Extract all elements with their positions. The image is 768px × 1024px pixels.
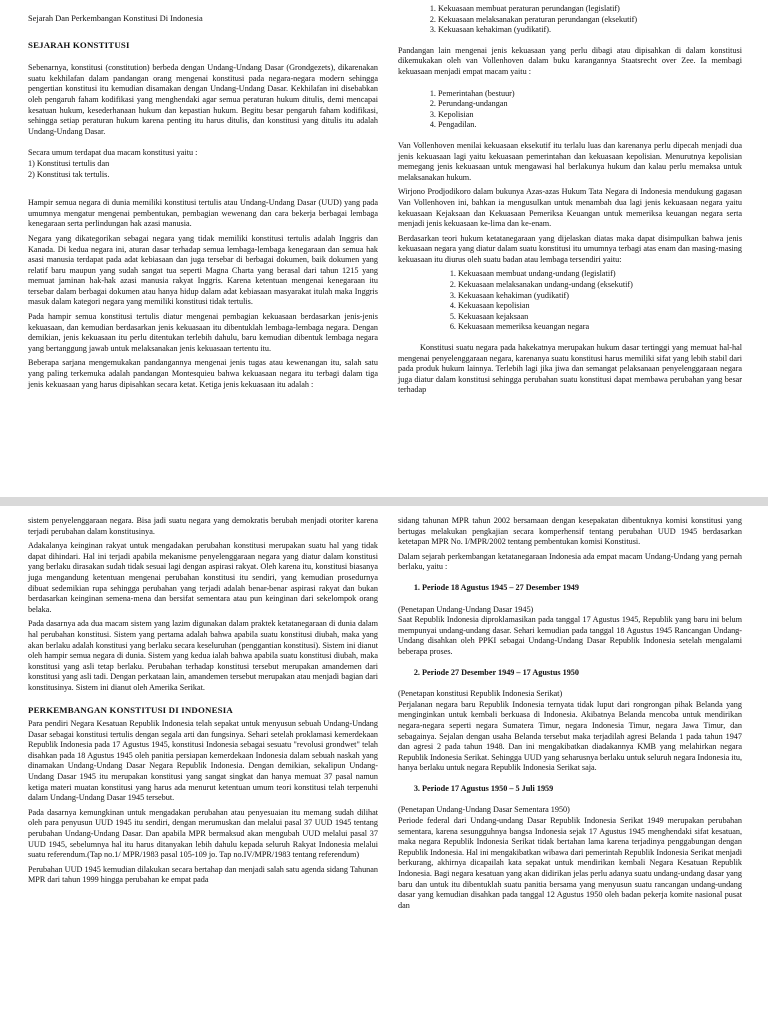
paragraph: Saat Republik Indonesia diproklamasikan pada tanggal 17 Agustus 1945, Republik yang baru ini belum mempunyai undang-undang dasar. Sehari kemudian pada tanggal 18 Agustus 1945 Rancangan Undang-Undang disahkan oleh PPKI sebagai Undang-Undang Dasar Republik Indonesia setelah mengalami beberapa proses. (398, 615, 742, 656)
list-item: 2) Konstitusi tak tertulis. (28, 169, 110, 179)
list-item: 3. Kepolisian (438, 110, 742, 121)
document-page-1 (0, 0, 768, 497)
period-list (398, 583, 742, 594)
list-six-powers (398, 269, 742, 333)
period-subtitle: (Penetapan Undang-Undang Dasar Sementara 1950) (398, 805, 570, 815)
paragraph: Beberapa sarjana mengemukakan pandangannya mengenai jenis tugas atau kewenangan itu, salah satu yang paling terkemuka adalah pandangan Montesquieu bahwa kekuasaan negara itu terbagi dalam tiga jenis kekuasaan yang harus dipisahkan secara ketat. Ketiga jenis kekuasaan itu adalah : (28, 358, 378, 389)
list-item: 5. Kekuasaan kejaksaan (458, 312, 742, 323)
paragraph: Adakalanya keinginan rakyat untuk mengadakan perubahan konstitusi merupakan suatu hal yang tidak dapat dihindari. Hal ini terjadi apabila mekanisme penyelenggaraan negara yang diatur dalam konstitusi yang berlaku dirasakan sudah tidak sesuai lagi dengan aspirasi rakyat. Oleh karena itu, konstitusi biasanya juga mengandung ketentuan mengenai perubahan konstitusi itu sendiri, yang kemudian prosedurnya dibuat sedemikian rupa sehingga perubahan yang terjadi adalah benar-benar aspirasi rakyat dan bukan berdasarkan keinginan semena-mena dan bersifat sementara atau pun keinginan dari sekelompok orang belaka. (28, 541, 378, 614)
period-heading: 2. Periode 27 Desember 1949 – 17 Agustus 1950 (422, 667, 579, 677)
paragraph: Pada hampir semua konstitusi tertulis diatur mengenai pembagian kekuasaan berdasarkan jenis-jenis kekuasaan, dan kemudian berdasarkan jenis kekuasaan itu dibentuklah lembaga-lembaga negara. Dengan demikian, jenis kekuasaan itu perlu ditentukan terlebih dahulu, baru kemudian dibentuk lembaga negara yang bertanggung jawab untuk melaksanakan jenis kekuasaan tertentu itu. (28, 312, 378, 353)
page2-left-column (28, 516, 378, 1022)
list-item: 1. Pemerintahan (bestuur) (438, 89, 742, 100)
paragraph: Secara umum terdapat dua macam konstitusi yaitu : (28, 148, 198, 158)
paragraph: Negara yang dikategorikan sebagai negara yang tidak memiliki konstitusi tertulis adalah Inggris dan Kanada. Di kedua negara ini, aturan dasar terhadap semua lembaga-lembaga kenegaraan dan semua hak asasi manusia terdapat pada adat kebiasaan dan juga tersebar di berbagai dokumen, baik dokumen yang relatif baru maupun yang sudah sangat tua seperti Magna Charta yang berasal dari tahun 1215 yang memuat jaminan hak-hak azasi manusia rakyat Inggris. Karena ketentuan mengenai kenegaraan itu tersebar dalam berbagai dokumen atau hanya hidup dalam adat kebiasaan masyarakat itulah maka Inggris masuk dalam kategori negara yang memiliki konstitusi tidak tertulis. (28, 233, 378, 307)
paragraph: Van Vollenhoven menilai kekuasaan eksekutif itu terlalu luas dan karenanya perlu dipecah menjadi dua jenis kekuasaan lagi yaitu kekuasaan pemerintahan dan kekuasaan kepolisian. Menurutnya kepolisian memegang jenis kekuasaan untuk mengawasi hal berlakunya hukum dan kalau perlu memaksa untuk melaksanakan hukum. (398, 140, 742, 182)
period-heading: 1. Periode 18 Agustus 1945 – 27 Desember 1949 (422, 582, 579, 592)
period-item (422, 784, 742, 795)
list-item: 1. Kekuasaan membuat peraturan perundangan (legislatif) (438, 4, 742, 15)
document-header: Sejarah Dan Perkembangan Konstitusi Di Indonesia (28, 14, 203, 23)
list-item: 4. Kekuasaan kepolisian (458, 301, 742, 312)
period-heading: 3. Periode 17 Agustus 1950 – 5 Juli 1959 (422, 783, 554, 793)
list-item: 1) Konstitusi tertulis dan (28, 158, 110, 168)
paragraph: Periode federal dari Undang-undang Dasar Republik Indonesia Serikat 1949 merupakan perubahan sementara, karena sesungguhnya bangsa Indonesia sejak 17 Agustus 1945 menghendaki sifat kesatuan, maka negara Republik Indonesia Serikat tidak bertahan lama karena terjadinya penggabungan dengan Republik Indonesia. Hal ini mengakibatkan wibawa dari pemerintah Republik Indonesia Serikat menjadi berkurang, akhirnya dicapailah kata sepakat untuk mendirikan kembali Negara Kesatuan Republik Indonesia. Bagi negara kesatuan yang akan didirikan jelas perlu adanya suatu undang-undang dasar yang baru dan untuk itu dibentuklah suatu panitia bersama yang menyusun suatu rancangan undang-undang dasar yang kemudian disahkan pada tanggal 12 Agustus 1950 oleh badan pekerja komite nasional pusat dan (398, 816, 742, 910)
list-trias-politica (398, 4, 742, 36)
period-subtitle: (Penetapan konstitusi Republik Indonesia Serikat) (398, 689, 563, 699)
period-item (422, 583, 742, 594)
paragraph: sidang tahunan MPR tahun 2002 bersamaan dengan kesepakatan dibentuknya komisi konstitusi yang bertugas melakukan pengkajian secara komperhensif tentang perubahan UUD 1945 berdasarkan ketetapan MPR No. I/MPR/2002 tentang pembentukan komisi Konstitusi. (398, 516, 742, 547)
list-item: 4. Pengadilan. (438, 120, 742, 131)
list-vollenhoven (398, 89, 742, 131)
paragraph: Hampir semua negara di dunia memiliki konstitusi tertulis atau Undang-Undang Dasar (UUD) yang pada umumnya mengatur mengenai pembentukan, pembagian wewenang dan cara bekerja berbagai lembaga kenegaraan serta perlindungan hak azasi manusia. (28, 198, 378, 229)
constitution-types (28, 148, 378, 180)
list-item: 3. Kekuasaan kehakiman (yudikatif). (438, 25, 742, 36)
list-item: 6. Kekuasaan memeriksa keuangan negara (458, 322, 742, 333)
section-title-sejarah: SEJARAH KONSTITUSI (28, 39, 130, 50)
document-page-2 (0, 506, 768, 1024)
paragraph: Berdasarkan teori hukum ketatanegaraan yang dijelaskan diatas maka dapat disimpulkan bahwa jenis kekuasaan negara yang diatur dalam suatu konstitusi itu umumnya terbagi atas enam dan masing-masing kekuasaan itu diurus oleh suatu badan atau lembaga tersendiri yaitu: (398, 233, 742, 264)
paragraph: Dalam sejarah perkembangan ketatanegaraan Indonesia ada empat macam Undang-Undang yang pernah berlaku, yaitu : (398, 551, 742, 572)
list-item: 2. Perundang-undangan (438, 99, 742, 110)
section-title-perkembangan: PERKEMBANGAN KONSTITUSI DI INDONESIA (28, 704, 233, 715)
page2-right-column (398, 516, 742, 1022)
paragraph: Para pendiri Negara Kesatuan Republik Indonesia telah sepakat untuk menyusun sebuah Undang-Undang Dasar sebagai konstitusi tertulis dengan segala arti dan fungsinya. Sehari setelah proklamasi kemerdekaan Republik Indonesia pada 17 Agustus 1945, konstitusi Indonesia sebagai sesuatu "revolusi grondwet" telah disahkan pada 18 Agustus 1945 oleh panitia persiapan kemerdekaan Indonesia dalam sebuah naskah yang dinamakan Undang-Undang Dasar Negara Republik Indonesia. Dengan demikian, sekalipun Undang-Undang Dasar 1945 itu merupakan konstitusi yang sangat singkat dan hanya memuat 37 pasal namun ketiga materi muatan konstitusi yang harus ada menurut ketentuan umum teori konstitusi telah terpenuhi dalam Undang-Undang Dasar 1945 tersebut. (28, 719, 378, 803)
list-item: 3. Kekuasaan kehakiman (yudikatif) (458, 291, 742, 302)
paragraph: Konstitusi suatu negara pada hakekatnya merupakan hukum dasar tertinggi yang memuat hal-hal mengenai penyelenggaraan negara, karenanya suatu konstitusi harus memiliki sifat yang lebih stabil dari pada produk hukum lainnya. Terlebih lagi jika jiwa dan semangat pelaksanaan penyelenggaraan negara juga diatur dalam konstitusi sehingga perubahan suatu konstitusi dapat membawa perubahan yang besar terhadap (398, 343, 742, 395)
period-item (422, 668, 742, 679)
list-item: 2. Kekuasaan melaksanakan undang-undang (eksekutif) (458, 280, 742, 291)
paragraph: Perjalanan negara baru Republik Indonesia ternyata tidak luput dari rongrongan pihak Belanda yang menginginkan untuk kembali berkuasa di Indonesia. Akibatnya Belanda mencoba untuk mendirikan negara-negara seperti negara Sumatera Timur, negara Indonesia Timur, negara Jawa Timur, dan sebagainya. Sejalan dengan usaha Belanda tersebut maka terjadilah agresi Belanda 1 pada tahun 1947 dan agresi 2 pada tahun 1948. Dan ini mengakibatkan diadakannya KMB yang melahirkan negara Republik Indonesia Serikat. Sehingga UUD yang seharusnya berlaku untuk seluruh negara Indonesia itu, hanya berlaku untuk negara Republik Indonesia Serikat saja. (398, 699, 742, 773)
paragraph: Pada dasarnya kemungkinan untuk mengadakan perubahan atau penyesuaian itu memang sudah dilihat oleh para penyusun UUD 1945 itu sendiri, dengan merumuskan dan melalui pasal 37 UUD 1945 tentang perubahan Undang-Undang Dasar. Dan apabila MPR bermaksud akan mengubah UUD melalui pasal 37 UUD 1945, sebelumnya hal itu harus ditanyakan lebih dahulu kepada seluruh Rakyat Indonesia melalui suatu referendum.(Tap no.1/ MPR/1983 pasal 105-109 jo. Tap no.IV/MPR/1983 tentang referendum) (28, 807, 378, 860)
paragraph: Pandangan lain mengenai jenis kekuasaan yang perlu dibagi atau dipisahkan di dalam konstitusi dikemukakan oleh van Vollenhoven dalam buku karangannya Staatsrecht over Zee. Ia membagi kekuasaan menjadi empat macam yaitu : (398, 45, 742, 76)
list-item: 1. Kekuasaan membuat undang-undang (legislatif) (458, 269, 742, 280)
paragraph: Sebenarnya, konstitusi (constitution) berbeda dengan Undang-Undang Dasar (Grondgezets), dikarenakan suatu kekhilafan dalam pandangan orang mengenai konstitusi pada negara-negara modern sehingga pengertian konstitusi itu kemudian disamakan dengan Undang-Undang Dasar. Kekhilafan ini disebabkan oleh pengaruh faham kodifikasi yang menghendaki agar semua peraturan hukum ditulis, demi mencapai kesatuan hukum, kesederhanaan hukum dan kepastian hukum. Begitu besar pengaruh faham kodifikasi, sehingga setiap peraturan hukum karena penting itu harus ditulis, dan konstitusi yang ditulis itu adalah Undang-Undang Dasar. (28, 63, 378, 136)
paragraph: sistem penyelenggaraan negara. Bisa jadi suatu negara yang demokratis berubah menjadi otoriter karena terjadi perubahan dalam konstitusinya. (28, 516, 378, 536)
period-subtitle: (Penetapan Undang-Undang Dasar 1945) (398, 604, 534, 614)
list-item: 2. Kekuasaan melaksanakan peraturan perundangan (eksekutif) (438, 15, 742, 26)
period-list (398, 784, 742, 795)
paragraph: Pada dasarnya ada dua macam sistem yang lazim digunakan dalam praktek ketatanegaraan di dunia dalam hal perubahan konstitusi. Sistem yang pertama adalah bahwa apabila suatu konstitusi diubah, maka yang akan berlaku adalah konstitusi yang berlaku secara keseluruhan (penggantian konstitusi). Sistem ini dianut oleh hampir semua negara di dunia. Sistem yang kedua ialah bahwa apabila suatu konstitusi diubah, maka konstitusi yang asli tetap berlaku. Perubahan terhadap konstitusi tersebut merupakan amandemen dari konstitusi yang asli tadi. Dengan perkataan lain, amandemen tersebut merupakan atau menjadi bagian dari konstitusinya. Sistem ini dianut oleh Amerika Serikat. (28, 619, 378, 692)
period-list (398, 668, 742, 679)
page1-left-column (28, 14, 378, 490)
page1-right-column (398, 4, 742, 490)
paragraph: Perubahan UUD 1945 kemudian dilakukan secara bertahap dan menjadi salah satu agenda sidang Tahunan MPR dari tahun 1999 hingga perubahan ke empat pada (28, 864, 378, 885)
paragraph: Wirjono Prodjodikoro dalam bukunya Azas-azas Hukum Tata Negara di Indonesia mendukung gagasan Van Vollenhoven ini, bahkan ia mengusulkan untuk menambah dua lagi jenis kekuasaan negara yaitu kekuasaan Kejaksaan dan Kekuasaan Pemeriksa Keuangan untuk memeriksa keuangan negara serta menjadi jenis kekuasaan ke-lima dan ke-enam. (398, 187, 742, 229)
